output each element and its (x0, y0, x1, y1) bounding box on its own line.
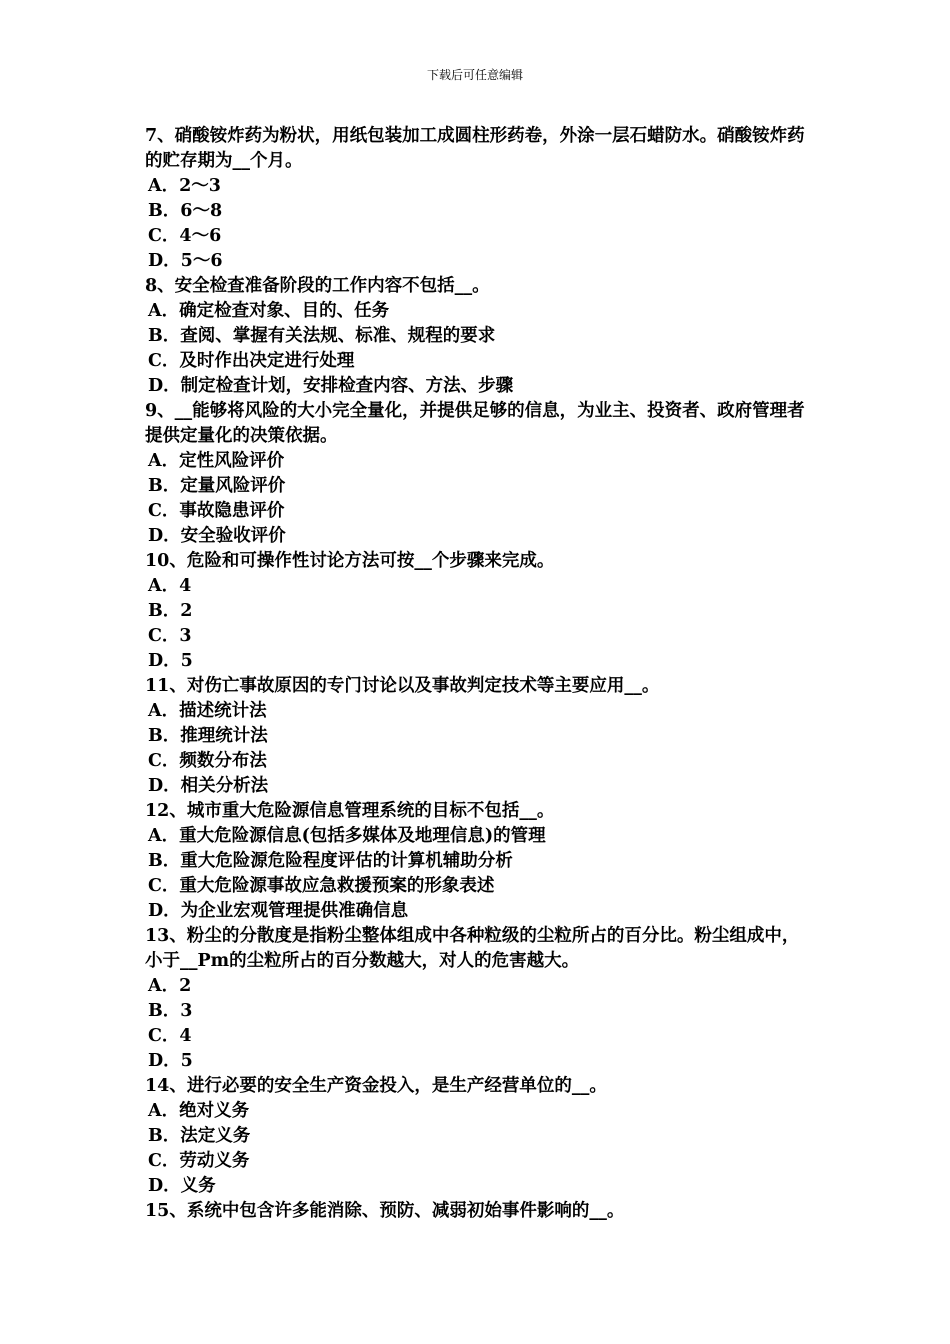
option-b: B．推理统计法 (148, 726, 268, 746)
question-list (145, 124, 810, 1224)
question-8 (145, 274, 810, 399)
question-10 (145, 549, 810, 674)
option-b: B．定量风险评价 (148, 476, 286, 496)
question-15 (145, 1199, 810, 1224)
option-c: C．事故隐患评价 (148, 501, 285, 521)
option-b: B．查阅、掌握有关法规、标准、规程的要求 (148, 326, 496, 346)
option-b: B．6～8 (148, 201, 223, 221)
question-text: 13、粉尘的分散度是指粉尘整体组成中各种粒级的尘粒所占的百分比。粉尘组成中，小于__Pm的尘粒所占的百分数越大，对人的危害越大。 (145, 926, 800, 971)
option-d: D．义务 (148, 1176, 216, 1196)
question-9 (145, 399, 810, 549)
option-d: D．安全验收评价 (148, 526, 286, 546)
option-c: C．3 (148, 626, 192, 646)
question-12 (145, 799, 810, 924)
option-d: D．制定检查计划，安排检查内容、方法、步骤 (148, 376, 514, 396)
option-b: B．2 (148, 601, 193, 621)
question-11 (145, 674, 810, 799)
option-a: A．确定检查对象、目的、任务 (148, 301, 390, 321)
question-14 (145, 1074, 810, 1199)
question-text: 8、安全检查准备阶段的工作内容不包括__。 (145, 276, 490, 296)
option-c: C．及时作出决定进行处理 (148, 351, 355, 371)
option-c: C．重大危险源事故应急救援预案的形象表述 (148, 876, 495, 896)
page-header-note: 下载后可任意编辑 (426, 68, 523, 82)
option-a: A．4 (148, 576, 192, 596)
option-c: C．4 (148, 1026, 192, 1046)
option-a: A．定性风险评价 (148, 451, 285, 471)
option-a: A．重大危险源信息(包括多媒体及地理信息)的管理 (148, 826, 546, 846)
option-c: C．劳动义务 (148, 1151, 250, 1171)
option-b: B．法定义务 (148, 1126, 251, 1146)
question-text: 14、进行必要的安全生产资金投入，是生产经营单位的__。 (145, 1076, 607, 1096)
question-text: 11、对伤亡事故原因的专门讨论以及事故判定技术等主要应用__。 (145, 676, 660, 696)
question-text: 10、危险和可操作性讨论方法可按__个步骤来完成。 (145, 551, 555, 571)
question-text: 9、__能够将风险的大小完全量化，并提供足够的信息，为业主、投资者、政府管理者提供定量化的决策依据。 (145, 401, 805, 446)
option-b: B．3 (148, 1001, 193, 1021)
option-b: B．重大危险源危险程度评估的计算机辅助分析 (148, 851, 513, 871)
option-d: D．相关分析法 (148, 776, 269, 796)
option-d: D．为企业宏观管理提供准确信息 (148, 901, 409, 921)
question-13 (145, 924, 810, 1074)
option-a: A．描述统计法 (148, 701, 267, 721)
option-d: D．5 (148, 651, 193, 671)
question-7 (145, 124, 810, 274)
option-a: A．2 (148, 976, 192, 996)
question-text: 7、硝酸铵炸药为粉状，用纸包装加工成圆柱形药卷，外涂一层石蜡防水。硝酸铵炸药的贮存期为__个月。 (145, 126, 805, 171)
option-c: C．频数分布法 (148, 751, 267, 771)
option-a: A．2～3 (148, 176, 221, 196)
option-d: D．5 (148, 1051, 193, 1071)
question-text: 15、系统中包含许多能消除、预防、减弱初始事件影响的__。 (145, 1201, 625, 1221)
option-d: D．5～6 (148, 251, 223, 271)
option-a: A．绝对义务 (148, 1101, 250, 1121)
question-text: 12、城市重大危险源信息管理系统的目标不包括__。 (145, 801, 555, 821)
option-c: C．4～6 (148, 226, 222, 246)
